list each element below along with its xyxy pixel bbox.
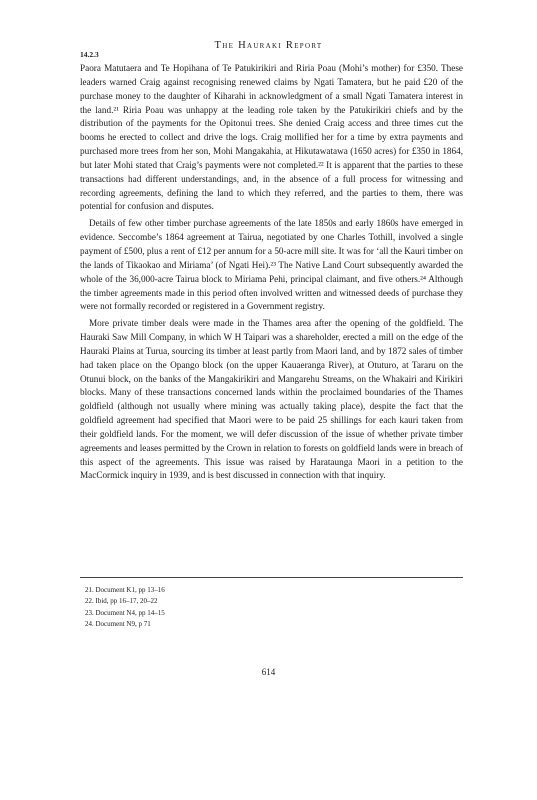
footnote-rule xyxy=(80,577,463,578)
running-head: The Hauraki Report xyxy=(214,40,323,51)
paragraph: Details of few other timber purchase agreements of the late 1850s and early 1860s have emerged in evidence. Seccombe’s 1864 agreement at Tairua, negotiated by one Charles Tothill, involved a single payment of £500, plus a rent of £12 per annum for a 50-acre mill site. It was for ‘all the Kauri timber on the lands of Tikaokao and Miriama’ (of Ngati Hei).²³ The Native Land Court subsequently awarded the whole of the 36,000-acre Tairua block to Miriama Pehi, principal claimant, and five others.²⁴ Although the timber agreements made in this period often involved written and witnessed deeds of purchase they were not formally recorded or registered in a Government registry. xyxy=(80,218,463,312)
footnote: 22. Ibid, pp 16–17, 20–22 xyxy=(85,597,158,606)
paragraph: Paora Matutaera and Te Hopihana of Te Patukirikiri and Riria Poau (Mohi’s mother) for £350. These leaders warned Craig against recognising renewed claims by Ngati Tamatera, but he paid £20 of the purchase money to the daughter of Kiharahi in acknowledgment of a small Ngati Tamatera interest in the land.²¹ Riria Poau was unhappy at the leading role taken by the Patukirikiri chiefs and by the distribution of the payments for the Opitonui trees. She denied Craig access and three times cut the booms he erected to collect and drive the logs. Craig mollified her for a time by extra payments and purchased more trees from her son, Mohi Mangakahia, at Hikutawatawa (1650 acres) for £350 in 1864, but later Mohi stated that Craig’s payments were not completed.²² It is apparent that the parties to these transactions had different understandings, and, in the absence of a full process for witnessing and recording agreements, defining the land to which they referred, and the parties to them, there was potential for confusion and disputes. xyxy=(80,63,463,212)
footnote: 24. Document N9, p 71 xyxy=(85,620,151,629)
paragraph: More private timber deals were made in the Thames area after the opening of the goldfield. The Hauraki Saw Mill Company, in which W H Taipari was a shareholder, erected a mill on the edge of the Hauraki Plains at Turua, sourcing its timber at least partly from Maori land, and by 1872 sales of timber had taken place on the Opango block (on the upper Kauaeranga River), at Otuturo, at Tararu on the Otunui block, on the banks of the Mangakirikiri and Mangarehu Streams, on the Whakairi and Kirikiri blocks. Many of these transactions concerned lands within the proclaimed boundaries of the Thames goldfield (although not usually where mining was actually taking place), despite the fact that the goldfield agreement had specified that Maori were to be paid 25 shillings for each kauri taken from their goldfield lands. For the moment, we will defer discussion of the issue of whether private timber agreements and leases permitted by the Crown in relation to forests on goldfield lands were in breach of this aspect of the agreements. This issue was raised by Harataunga Maori in a petition to the MacCormick inquiry in 1939, and is best discussed in connection with that inquiry. xyxy=(80,318,463,481)
section-number: 14.2.3 xyxy=(80,50,99,59)
body-text xyxy=(80,62,463,483)
footnotes xyxy=(85,585,165,631)
page-number: 614 xyxy=(261,667,276,677)
footnote: 23. Document N4, pp 14–15 xyxy=(85,608,165,617)
footnote: 21. Document K1, pp 13–16 xyxy=(85,586,165,594)
